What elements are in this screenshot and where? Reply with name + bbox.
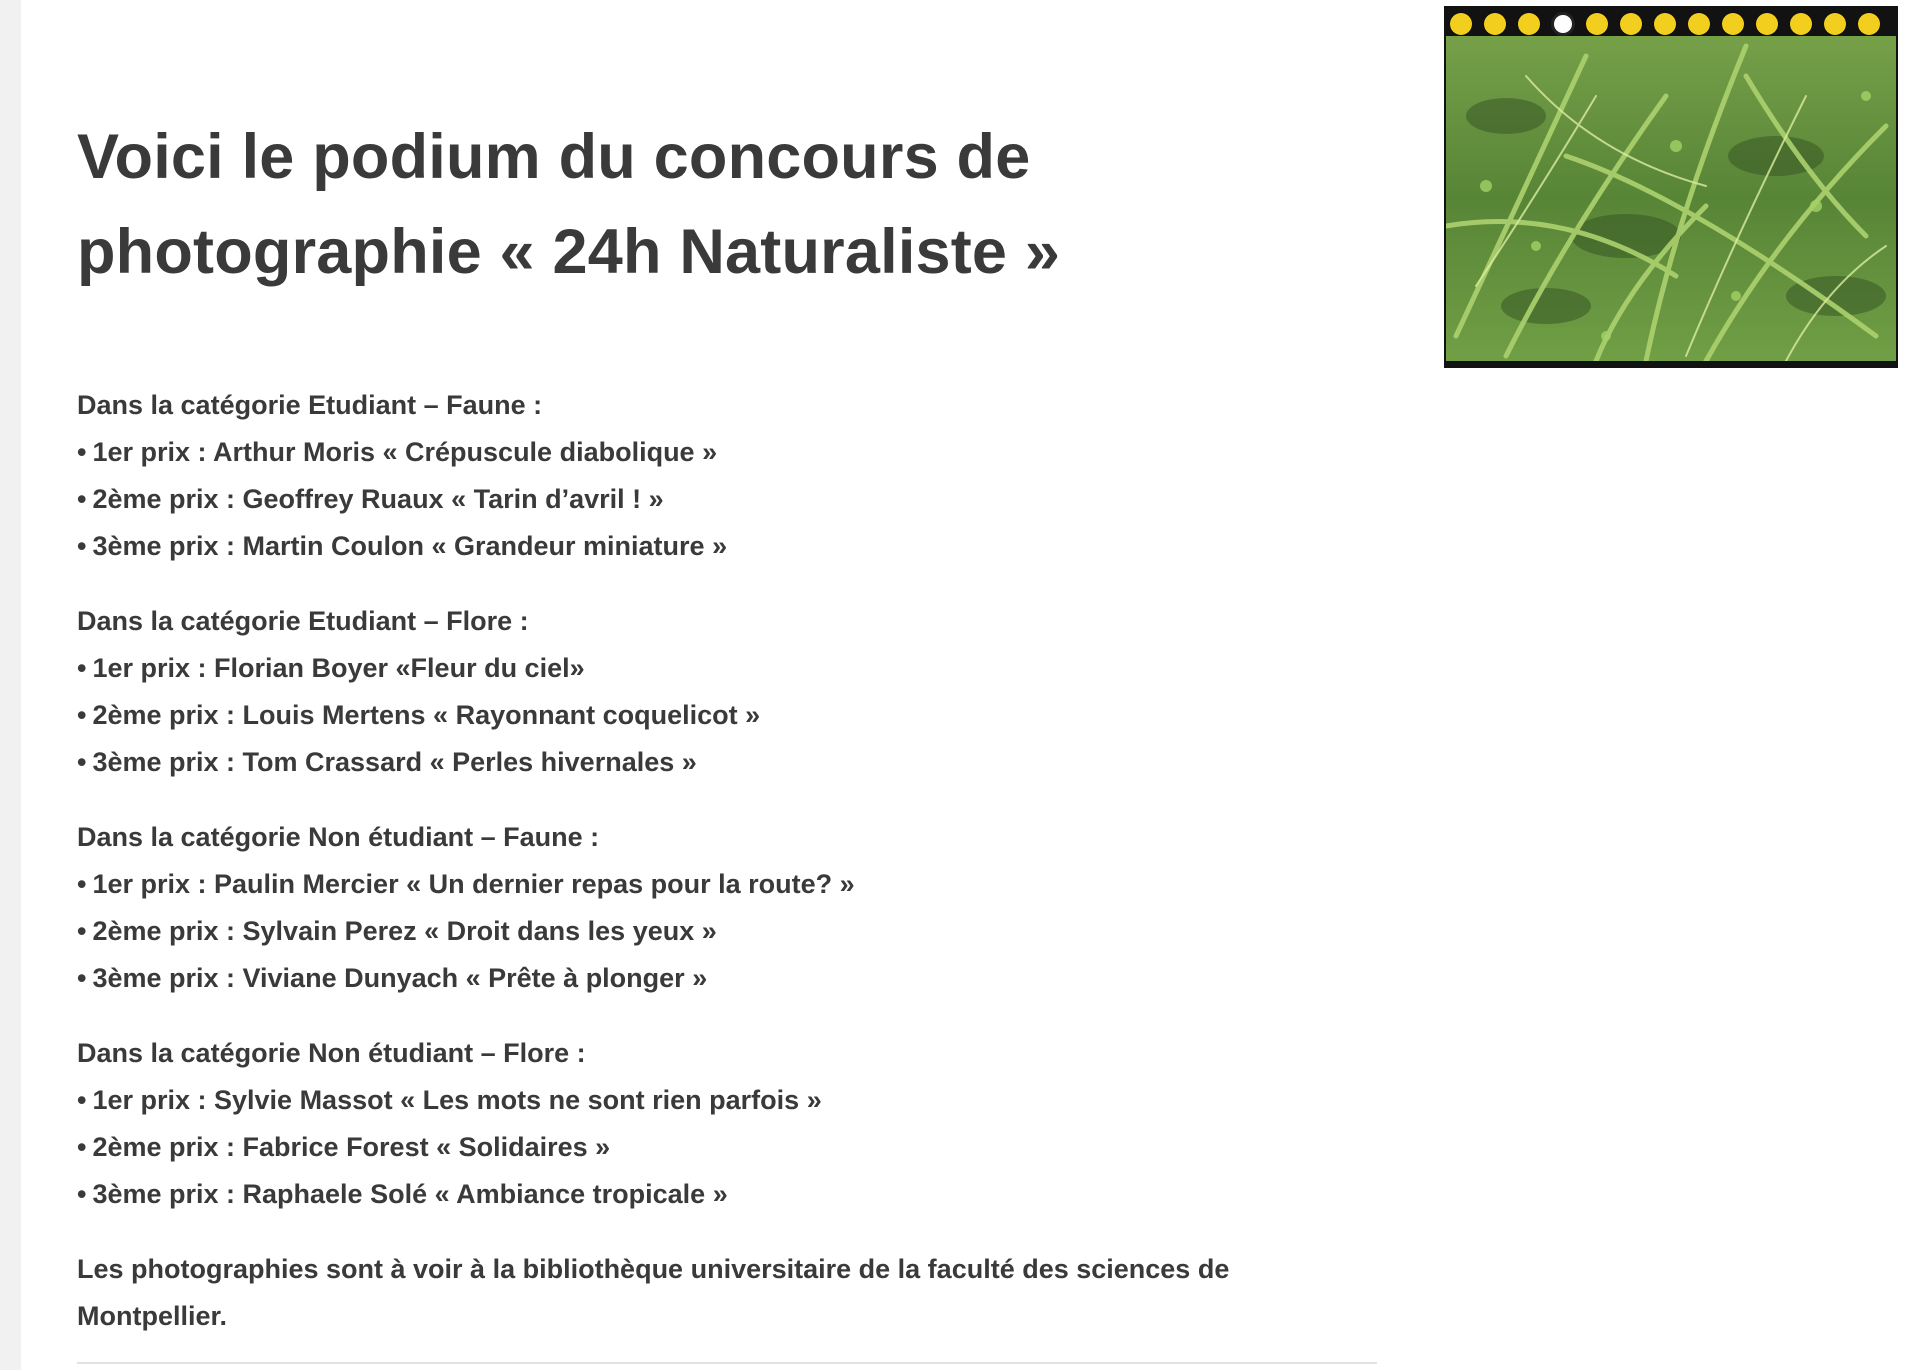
slider-pagination [1444, 6, 1898, 42]
list-item [77, 523, 1377, 570]
prize-text: 2ème prix : Fabrice Forest « Solidaires » [92, 1132, 611, 1162]
grass-photo-icon[interactable] [1446, 36, 1896, 361]
title-line-2: photographie « 24h Naturaliste » [77, 217, 1061, 287]
prize-text: 3ème prix : Raphaele Solé « Ambiance tropicale » [92, 1179, 728, 1209]
content-divider [77, 1362, 1377, 1364]
bullet: • [77, 1179, 87, 1209]
prize-list [77, 645, 1377, 786]
list-item [77, 861, 1377, 908]
bullet: • [77, 484, 87, 514]
bullet: • [77, 653, 87, 683]
prize-sections [77, 382, 1377, 1340]
prize-text: 3ème prix : Martin Coulon « Grandeur miniature » [92, 531, 728, 561]
closing-line-2: Montpellier. [77, 1301, 228, 1331]
bullet: • [77, 963, 87, 993]
slider-dot-10[interactable] [1756, 13, 1778, 35]
slider-dot-7[interactable] [1654, 13, 1676, 35]
article [77, 110, 1377, 1340]
slider-dot-13[interactable] [1858, 13, 1880, 35]
prize-text: 1er prix : Arthur Moris « Crépuscule diabolique » [92, 437, 718, 467]
slider-dot-11[interactable] [1790, 13, 1812, 35]
list-item [77, 429, 1377, 476]
prize-text: 2ème prix : Geoffrey Ruaux « Tarin d’avril ! » [92, 484, 664, 514]
bullet: • [77, 1085, 87, 1115]
grass-photo-svg [1446, 36, 1896, 361]
section-heading: Dans la catégorie Etudiant – Faune : [77, 390, 543, 420]
slider-dot-1[interactable] [1450, 13, 1472, 35]
prize-list [77, 429, 1377, 570]
bullet: • [77, 869, 87, 899]
list-item [77, 476, 1377, 523]
bullet: • [77, 700, 87, 730]
prize-text: 3ème prix : Viviane Dunyach « Prête à plonger » [92, 963, 708, 993]
list-item [77, 1171, 1377, 1218]
slider-dot-8[interactable] [1688, 13, 1710, 35]
prize-text: 1er prix : Paulin Mercier « Un dernier repas pour la route? » [92, 869, 855, 899]
section-non-etudiant-faune [77, 814, 1377, 1002]
prize-text: 3ème prix : Tom Crassard « Perles hivernales » [92, 747, 697, 777]
bullet: • [77, 747, 87, 777]
list-item [77, 955, 1377, 1002]
list-item [77, 1124, 1377, 1171]
prize-text: 2ème prix : Louis Mertens « Rayonnant coquelicot » [92, 700, 761, 730]
section-etudiant-flore [77, 598, 1377, 786]
slider-dot-4-active[interactable] [1554, 15, 1572, 33]
slider-dot-3[interactable] [1518, 13, 1540, 35]
slider-dot-6[interactable] [1620, 13, 1642, 35]
section-heading: Dans la catégorie Non étudiant – Flore : [77, 1038, 586, 1068]
closing-paragraph [77, 1246, 1377, 1340]
bullet: • [77, 1132, 87, 1162]
list-item [77, 692, 1377, 739]
list-item [77, 645, 1377, 692]
slider-dot-9[interactable] [1722, 13, 1744, 35]
section-non-etudiant-flore [77, 1030, 1377, 1218]
bullet: • [77, 916, 87, 946]
left-gutter [0, 0, 21, 1370]
slider-dot-12[interactable] [1824, 13, 1846, 35]
prize-text: 1er prix : Florian Boyer «Fleur du ciel» [92, 653, 585, 683]
bullet: • [77, 437, 87, 467]
slider-dot-2[interactable] [1484, 13, 1506, 35]
prize-text: 1er prix : Sylvie Massot « Les mots ne sont rien parfois » [92, 1085, 822, 1115]
prize-text: 2ème prix : Sylvain Perez « Droit dans les yeux » [92, 916, 717, 946]
slider-dot-5[interactable] [1586, 13, 1608, 35]
section-heading: Dans la catégorie Etudiant – Flore : [77, 606, 529, 636]
prize-list [77, 861, 1377, 1002]
list-item [77, 739, 1377, 786]
title-line-1: Voici le podium du concours de [77, 122, 1031, 192]
list-item [77, 908, 1377, 955]
image-slider[interactable] [1444, 6, 1898, 368]
closing-line-1: Les photographies sont à voir à la bibliothèque universitaire de la faculté des sciences de [77, 1254, 1230, 1284]
prize-list [77, 1077, 1377, 1218]
page-title [77, 110, 1377, 300]
list-item [77, 1077, 1377, 1124]
bullet: • [77, 531, 87, 561]
section-heading: Dans la catégorie Non étudiant – Faune : [77, 822, 600, 852]
section-etudiant-faune [77, 382, 1377, 570]
